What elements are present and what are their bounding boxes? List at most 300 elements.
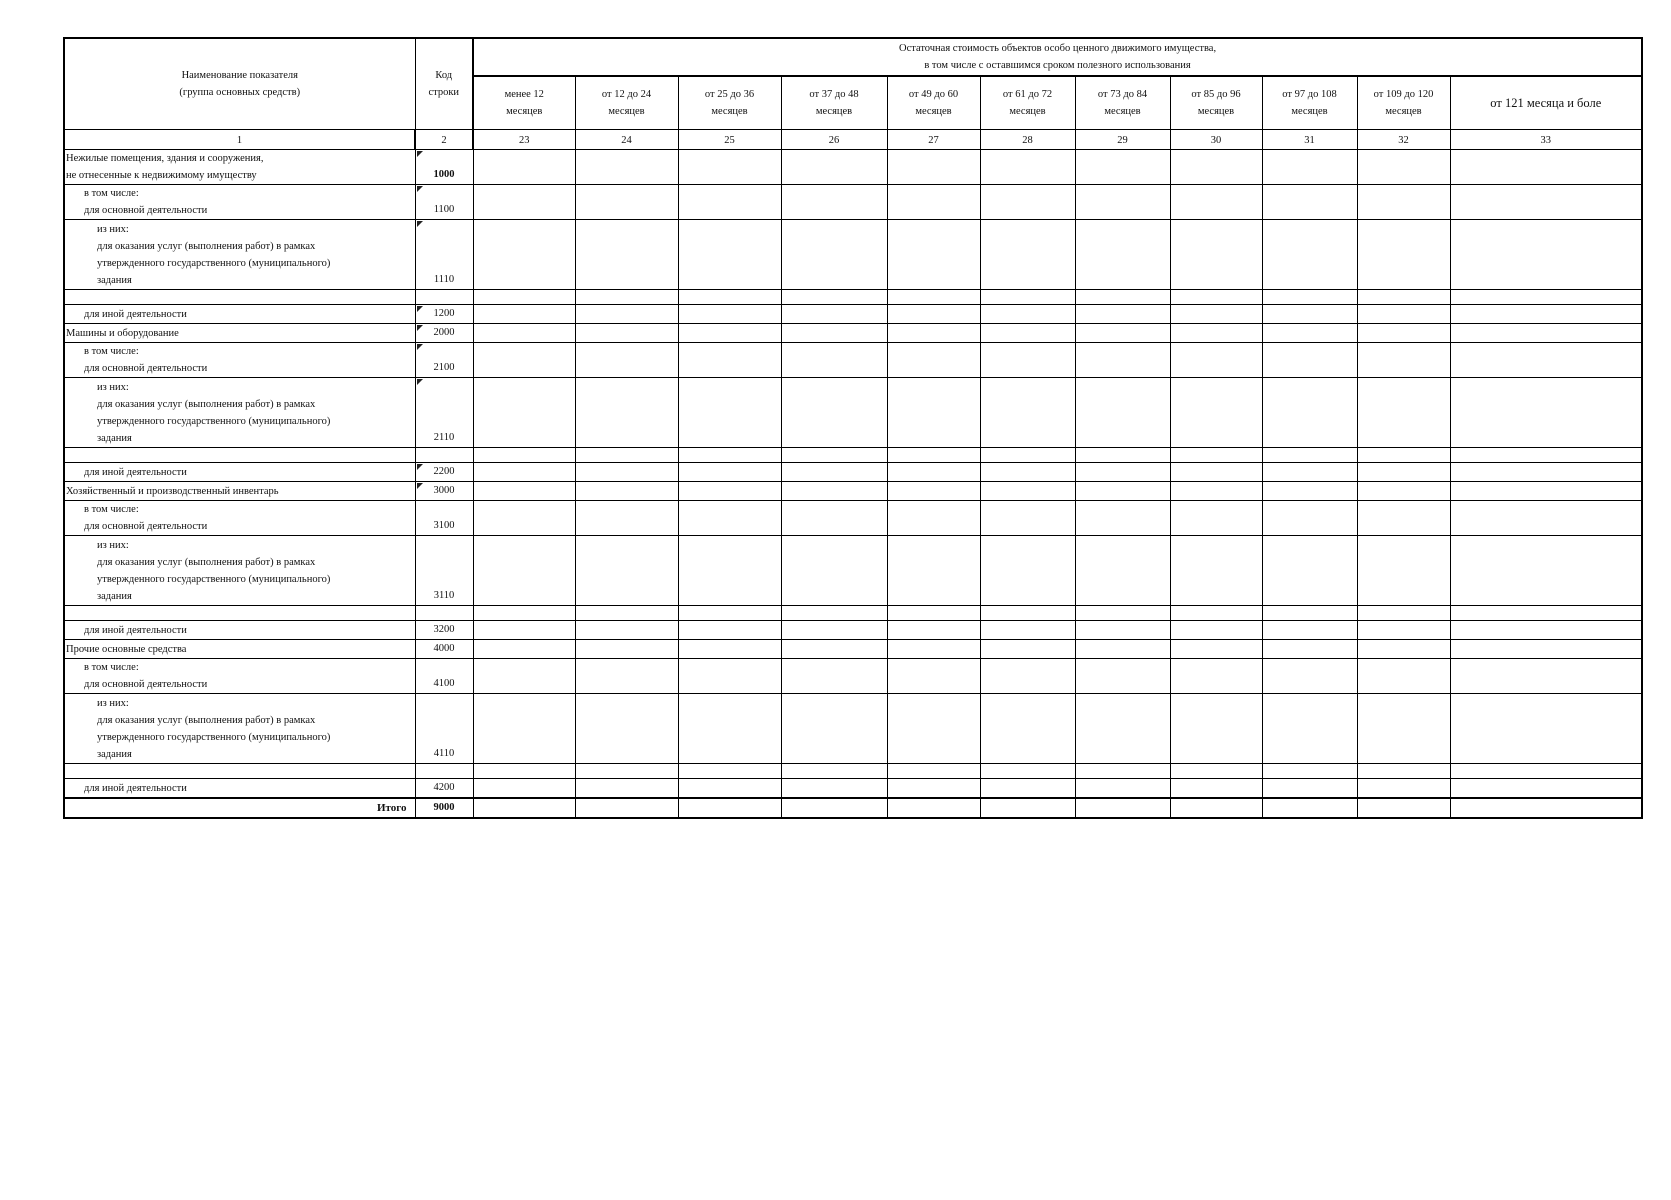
value-cell[interactable] (980, 621, 1075, 640)
value-cell[interactable] (887, 290, 980, 305)
value-cell[interactable] (575, 343, 678, 378)
value-cell[interactable] (1450, 305, 1642, 324)
value-cell[interactable] (473, 185, 575, 220)
value-cell[interactable] (473, 501, 575, 536)
value-cell[interactable] (473, 305, 575, 324)
value-cell[interactable] (1170, 324, 1262, 343)
value-cell[interactable] (1170, 482, 1262, 501)
value-cell[interactable] (473, 536, 575, 606)
value-cell[interactable] (1450, 621, 1642, 640)
value-cell[interactable] (1075, 185, 1170, 220)
value-cell[interactable] (678, 659, 781, 694)
value-cell[interactable] (887, 448, 980, 463)
value-cell[interactable] (1170, 640, 1262, 659)
value-cell[interactable] (473, 290, 575, 305)
total-value-cell[interactable] (678, 798, 781, 818)
value-cell[interactable] (887, 324, 980, 343)
value-cell[interactable] (781, 448, 887, 463)
value-cell[interactable] (1450, 290, 1642, 305)
value-cell[interactable] (473, 378, 575, 448)
value-cell[interactable] (781, 378, 887, 448)
value-cell[interactable] (1450, 448, 1642, 463)
cell-comment-marker (417, 483, 423, 489)
value-cell[interactable] (781, 220, 887, 290)
table-row-spacer (64, 764, 1642, 779)
row-code (415, 482, 473, 501)
value-cell[interactable] (1075, 764, 1170, 779)
value-cell[interactable] (1450, 659, 1642, 694)
value-cell[interactable] (1357, 694, 1450, 764)
row-code-value: 2110 (433, 432, 455, 443)
value-cell[interactable] (1170, 185, 1262, 220)
value-cell[interactable] (980, 305, 1075, 324)
value-cell[interactable] (678, 305, 781, 324)
value-cell[interactable] (1262, 305, 1357, 324)
value-cell[interactable] (575, 779, 678, 799)
row-code (415, 659, 473, 694)
value-cell[interactable] (980, 150, 1075, 185)
total-value-cell[interactable] (1075, 798, 1170, 818)
value-cell[interactable] (887, 659, 980, 694)
value-cell[interactable] (575, 305, 678, 324)
value-cell[interactable] (678, 764, 781, 779)
table-row-3110 (64, 536, 1642, 606)
header-period-label: от 37 до 48 месяцев (809, 89, 859, 117)
value-cell[interactable] (1262, 220, 1357, 290)
row-code-value: 1110 (433, 274, 455, 285)
value-cell[interactable] (887, 343, 980, 378)
value-cell[interactable] (1357, 185, 1450, 220)
value-cell[interactable] (678, 694, 781, 764)
value-cell[interactable] (473, 694, 575, 764)
value-cell[interactable] (980, 764, 1075, 779)
value-cell[interactable] (887, 463, 980, 482)
value-cell[interactable] (1357, 482, 1450, 501)
table-header (64, 38, 1642, 150)
value-cell[interactable] (575, 694, 678, 764)
value-cell[interactable] (1170, 448, 1262, 463)
value-cell[interactable] (1075, 290, 1170, 305)
value-cell[interactable] (575, 185, 678, 220)
value-cell[interactable] (678, 640, 781, 659)
value-cell[interactable] (1450, 779, 1642, 799)
value-cell[interactable] (1450, 606, 1642, 621)
value-cell[interactable] (575, 640, 678, 659)
value-cell[interactable] (781, 621, 887, 640)
value-cell[interactable] (887, 779, 980, 799)
value-cell[interactable] (678, 606, 781, 621)
value-cell[interactable] (1170, 501, 1262, 536)
row-indicator-name: Нежилые помещения, здания и сооружения, не отнесенные к недвижимому имуществу (64, 150, 415, 185)
value-cell[interactable] (1450, 185, 1642, 220)
value-cell[interactable] (678, 482, 781, 501)
value-cell[interactable] (980, 779, 1075, 799)
value-cell[interactable] (781, 324, 887, 343)
value-cell[interactable] (781, 536, 887, 606)
row-indicator-name: для иной деятельности (64, 463, 415, 482)
value-cell[interactable] (678, 536, 781, 606)
value-cell[interactable] (980, 378, 1075, 448)
value-cell[interactable] (473, 621, 575, 640)
total-value-cell[interactable] (887, 798, 980, 818)
cell-comment-marker (417, 464, 423, 470)
value-cell[interactable] (1450, 378, 1642, 448)
value-cell[interactable] (781, 659, 887, 694)
value-cell[interactable] (1357, 536, 1450, 606)
value-cell[interactable] (781, 150, 887, 185)
value-cell[interactable] (781, 482, 887, 501)
value-cell[interactable] (1262, 463, 1357, 482)
value-cell[interactable] (1075, 501, 1170, 536)
value-cell[interactable] (1075, 482, 1170, 501)
value-cell[interactable] (1450, 220, 1642, 290)
value-cell[interactable] (980, 482, 1075, 501)
value-cell[interactable] (473, 448, 575, 463)
value-cell[interactable] (1170, 305, 1262, 324)
value-cell[interactable] (1170, 290, 1262, 305)
value-cell[interactable] (575, 482, 678, 501)
row-indicator-name: в том числе: для основной деятельности (64, 659, 415, 694)
value-cell[interactable] (1357, 640, 1450, 659)
total-value-cell[interactable] (575, 798, 678, 818)
value-cell[interactable] (887, 482, 980, 501)
value-cell[interactable] (1075, 324, 1170, 343)
row-code-value: 4200 (433, 782, 455, 793)
value-cell[interactable] (1450, 324, 1642, 343)
value-cell[interactable] (1170, 659, 1262, 694)
row-indicator-name: в том числе: для основной деятельности (64, 343, 415, 378)
value-cell[interactable] (575, 606, 678, 621)
value-cell[interactable] (1357, 343, 1450, 378)
value-cell[interactable] (1357, 779, 1450, 799)
value-cell[interactable] (1170, 694, 1262, 764)
value-cell[interactable] (1450, 482, 1642, 501)
cell-comment-marker (417, 344, 423, 350)
value-cell[interactable] (1357, 764, 1450, 779)
value-cell[interactable] (1357, 290, 1450, 305)
value-cell[interactable] (1075, 343, 1170, 378)
row-indicator-name: Прочие основные средства (64, 640, 415, 659)
header-period-column (887, 76, 980, 130)
value-cell[interactable] (980, 536, 1075, 606)
value-cell[interactable] (575, 536, 678, 606)
value-cell[interactable] (1262, 694, 1357, 764)
value-cell[interactable] (980, 463, 1075, 482)
value-cell[interactable] (575, 290, 678, 305)
column-number-row (64, 130, 1642, 150)
value-cell[interactable] (1262, 779, 1357, 799)
column-number-cell: 27 (887, 130, 980, 150)
header-row-code: Код строки (415, 38, 473, 130)
value-cell[interactable] (1450, 463, 1642, 482)
row-code (415, 290, 473, 305)
value-cell[interactable] (980, 290, 1075, 305)
value-cell[interactable] (1450, 150, 1642, 185)
cell-comment-marker (417, 221, 423, 227)
row-code (415, 606, 473, 621)
value-cell[interactable] (1075, 448, 1170, 463)
value-cell[interactable] (1262, 324, 1357, 343)
value-cell[interactable] (1262, 185, 1357, 220)
table-row-1200 (64, 305, 1642, 324)
row-indicator-name: для иной деятельности (64, 621, 415, 640)
value-cell[interactable] (473, 324, 575, 343)
value-cell[interactable] (575, 150, 678, 185)
value-cell[interactable] (1357, 150, 1450, 185)
value-cell[interactable] (678, 185, 781, 220)
value-cell[interactable] (887, 694, 980, 764)
value-cell[interactable] (1262, 501, 1357, 536)
column-number-cell: 26 (781, 130, 887, 150)
report-sheet (63, 37, 1641, 867)
value-cell[interactable] (887, 764, 980, 779)
value-cell[interactable] (473, 640, 575, 659)
row-code-value: 3100 (433, 520, 455, 531)
value-cell[interactable] (1450, 764, 1642, 779)
value-cell[interactable] (1170, 150, 1262, 185)
value-cell[interactable] (1262, 536, 1357, 606)
value-cell[interactable] (1262, 640, 1357, 659)
total-value-cell[interactable] (1170, 798, 1262, 818)
value-cell[interactable] (781, 606, 887, 621)
row-code-value: 4110 (433, 748, 455, 759)
value-cell[interactable] (1262, 343, 1357, 378)
value-cell[interactable] (1450, 694, 1642, 764)
value-cell[interactable] (575, 220, 678, 290)
value-cell[interactable] (980, 659, 1075, 694)
row-code-value: 2100 (433, 362, 455, 373)
value-cell[interactable] (781, 305, 887, 324)
value-cell[interactable] (887, 305, 980, 324)
value-cell[interactable] (1450, 501, 1642, 536)
value-cell[interactable] (781, 185, 887, 220)
header-period-column (1357, 76, 1450, 130)
value-cell[interactable] (1075, 640, 1170, 659)
value-cell[interactable] (1357, 501, 1450, 536)
table-row-spacer (64, 290, 1642, 305)
value-cell[interactable] (473, 343, 575, 378)
total-value-cell[interactable] (980, 798, 1075, 818)
row-indicator-name (64, 290, 415, 305)
value-cell[interactable] (887, 501, 980, 536)
value-cell[interactable] (678, 378, 781, 448)
value-cell[interactable] (887, 150, 980, 185)
value-cell[interactable] (1170, 606, 1262, 621)
value-cell[interactable] (1450, 640, 1642, 659)
value-cell[interactable] (1170, 621, 1262, 640)
value-cell[interactable] (1170, 378, 1262, 448)
value-cell[interactable] (473, 779, 575, 799)
value-cell[interactable] (1075, 150, 1170, 185)
total-value-cell[interactable] (1262, 798, 1357, 818)
value-cell[interactable] (1357, 448, 1450, 463)
cell-comment-marker (417, 325, 423, 331)
header-period-label: от 61 до 72 месяцев (1002, 89, 1053, 117)
value-cell[interactable] (473, 764, 575, 779)
value-cell[interactable] (887, 640, 980, 659)
value-cell[interactable] (678, 324, 781, 343)
value-cell[interactable] (781, 290, 887, 305)
value-cell[interactable] (887, 185, 980, 220)
value-cell[interactable] (781, 640, 887, 659)
value-cell[interactable] (1357, 324, 1450, 343)
total-value-cell[interactable] (781, 798, 887, 818)
value-cell[interactable] (980, 606, 1075, 621)
value-cell[interactable] (1262, 290, 1357, 305)
value-cell[interactable] (1357, 659, 1450, 694)
value-cell[interactable] (1262, 621, 1357, 640)
value-cell[interactable] (781, 463, 887, 482)
table-row-4110 (64, 694, 1642, 764)
value-cell[interactable] (1075, 378, 1170, 448)
value-cell[interactable] (678, 220, 781, 290)
value-cell[interactable] (678, 621, 781, 640)
value-cell[interactable] (1357, 305, 1450, 324)
value-cell[interactable] (678, 501, 781, 536)
value-cell[interactable] (1075, 779, 1170, 799)
value-cell[interactable] (1262, 482, 1357, 501)
value-cell[interactable] (678, 779, 781, 799)
value-cell[interactable] (1357, 220, 1450, 290)
value-cell[interactable] (575, 448, 678, 463)
value-cell[interactable] (1170, 463, 1262, 482)
value-cell[interactable] (781, 343, 887, 378)
row-code (415, 378, 473, 448)
value-cell[interactable] (1450, 343, 1642, 378)
value-cell[interactable] (473, 482, 575, 501)
value-cell[interactable] (1357, 606, 1450, 621)
value-cell[interactable] (980, 220, 1075, 290)
value-cell[interactable] (1075, 220, 1170, 290)
total-code: 9000 (415, 798, 473, 818)
value-cell[interactable] (980, 185, 1075, 220)
value-cell[interactable] (473, 220, 575, 290)
value-cell[interactable] (887, 378, 980, 448)
table-body (64, 150, 1642, 819)
value-cell[interactable] (1262, 448, 1357, 463)
cell-comment-marker (417, 306, 423, 312)
value-cell[interactable] (678, 290, 781, 305)
row-indicator-name (64, 606, 415, 621)
value-cell[interactable] (1170, 343, 1262, 378)
header-period-label: от 109 до 120 месяцев (1373, 89, 1434, 117)
value-cell[interactable] (1075, 659, 1170, 694)
value-cell[interactable] (1170, 220, 1262, 290)
value-cell[interactable] (575, 463, 678, 482)
value-cell[interactable] (781, 501, 887, 536)
residual-value-table (63, 37, 1643, 819)
value-cell[interactable] (575, 501, 678, 536)
value-cell[interactable] (980, 448, 1075, 463)
value-cell[interactable] (1075, 305, 1170, 324)
row-indicator-name: для иной деятельности (64, 305, 415, 324)
value-cell[interactable] (678, 463, 781, 482)
value-cell[interactable] (678, 448, 781, 463)
value-cell[interactable] (678, 343, 781, 378)
header-period-label: от 97 до 108 месяцев (1282, 89, 1337, 117)
value-cell[interactable] (1075, 694, 1170, 764)
value-cell[interactable] (1075, 536, 1170, 606)
value-cell[interactable] (575, 324, 678, 343)
header-period-label: от 85 до 96 месяцев (1191, 89, 1241, 117)
row-indicator-name: в том числе: для основной деятельности (64, 501, 415, 536)
value-cell[interactable] (1170, 536, 1262, 606)
value-cell[interactable] (575, 621, 678, 640)
value-cell[interactable] (1357, 621, 1450, 640)
row-code (415, 694, 473, 764)
value-cell[interactable] (473, 659, 575, 694)
cell-comment-marker (417, 379, 423, 385)
row-indicator-name: из них: для оказания услуг (выполнения работ) в рамках утвержденного государственного (муниципального) задания (64, 378, 415, 448)
value-cell[interactable] (1075, 463, 1170, 482)
column-number-cell: 24 (575, 130, 678, 150)
row-code-value: 4000 (433, 643, 455, 654)
row-indicator-name (64, 764, 415, 779)
value-cell[interactable] (1357, 378, 1450, 448)
cell-comment-marker (417, 186, 423, 192)
value-cell[interactable] (575, 378, 678, 448)
header-period-column (781, 76, 887, 130)
value-cell[interactable] (887, 621, 980, 640)
value-cell[interactable] (887, 606, 980, 621)
total-value-cell[interactable] (473, 798, 575, 818)
value-cell[interactable] (1170, 764, 1262, 779)
row-code (415, 343, 473, 378)
table-row-4000 (64, 640, 1642, 659)
value-cell[interactable] (1262, 659, 1357, 694)
row-code (415, 324, 473, 343)
value-cell[interactable] (1262, 378, 1357, 448)
value-cell[interactable] (473, 606, 575, 621)
value-cell[interactable] (980, 343, 1075, 378)
value-cell[interactable] (1262, 764, 1357, 779)
value-cell[interactable] (1262, 606, 1357, 621)
row-code-value: 4100 (433, 678, 455, 689)
value-cell[interactable] (887, 220, 980, 290)
value-cell[interactable] (887, 536, 980, 606)
value-cell[interactable] (781, 764, 887, 779)
row-indicator-name: для иной деятельности (64, 779, 415, 799)
value-cell[interactable] (473, 150, 575, 185)
value-cell[interactable] (781, 694, 887, 764)
row-code (415, 621, 473, 640)
value-cell[interactable] (678, 150, 781, 185)
value-cell[interactable] (473, 463, 575, 482)
table-row-3000 (64, 482, 1642, 501)
total-value-cell[interactable] (1357, 798, 1450, 818)
value-cell[interactable] (1450, 536, 1642, 606)
table-row-2110 (64, 378, 1642, 448)
value-cell[interactable] (980, 324, 1075, 343)
header-period-column (1075, 76, 1170, 130)
value-cell[interactable] (781, 779, 887, 799)
value-cell[interactable] (1075, 606, 1170, 621)
total-value-cell[interactable] (1450, 798, 1642, 818)
value-cell[interactable] (1075, 621, 1170, 640)
value-cell[interactable] (575, 764, 678, 779)
value-cell[interactable] (1357, 463, 1450, 482)
value-cell[interactable] (1262, 150, 1357, 185)
value-cell[interactable] (980, 640, 1075, 659)
row-indicator-name (64, 448, 415, 463)
value-cell[interactable] (575, 659, 678, 694)
value-cell[interactable] (980, 694, 1075, 764)
header-period-column (575, 76, 678, 130)
value-cell[interactable] (1170, 779, 1262, 799)
value-cell[interactable] (980, 501, 1075, 536)
table-row-2000 (64, 324, 1642, 343)
row-indicator-name: Хозяйственный и производственный инвентарь (64, 482, 415, 501)
